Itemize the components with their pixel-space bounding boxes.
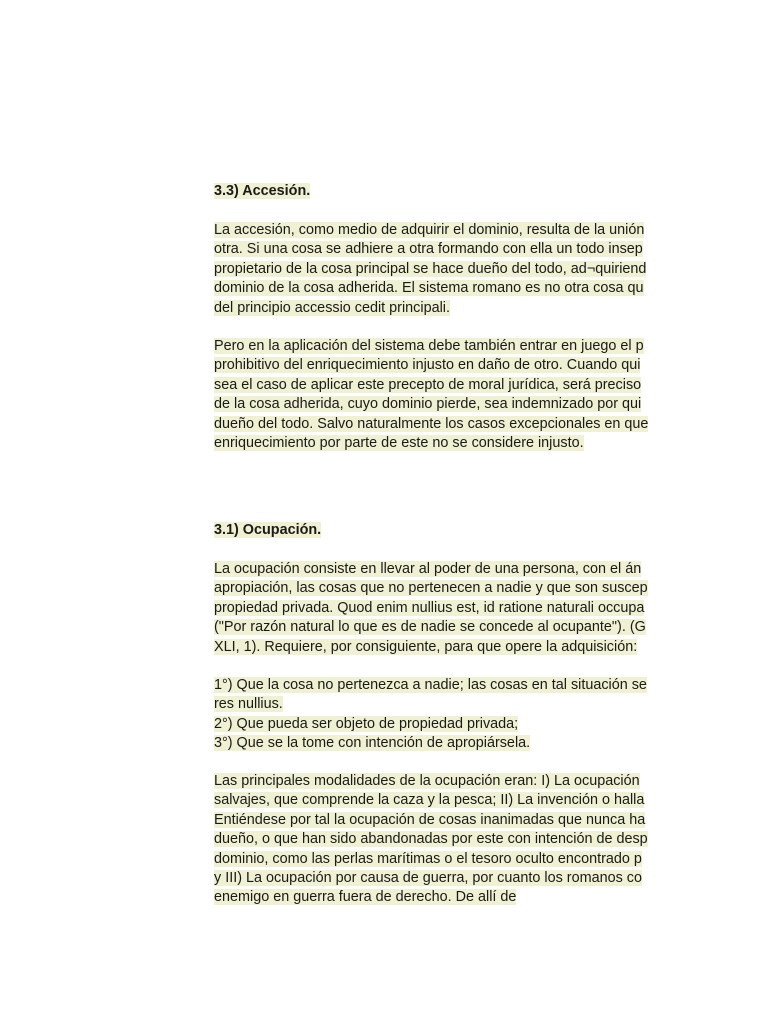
section-heading: 3.3) Accesión. [214,183,311,199]
text-line: de la cosa adherida, cuyo dominio pierde, sea indemnizado por qui [214,396,642,413]
text-line: apropiación, las cosas que no pertenecen a nadie y que son suscep [214,580,648,597]
paragraph-accesion-2 [214,337,768,453]
paragraph-ocupacion-1 [214,560,768,657]
text-line: La accesión, como medio de adquirir el dominio, resulta de la unión [214,222,645,238]
text-line: La ocupación consiste en llevar al poder de una persona, con el án [214,561,642,577]
text-line: Pero en la aplicación del sistema debe también entrar en juego el p [214,338,644,354]
text-line: dueño, o que han sido abandonadas por este con intención de desp [214,831,648,848]
section-heading: 3.1) Ocupación. [214,522,322,538]
section-ocupacion [214,521,768,540]
text-line: ("Por razón natural lo que es de nadie se concede al ocupante"). (G [214,619,646,636]
text-line: propietario de la cosa principal se hace dueño del todo, ad¬quiriend [214,260,647,277]
list-item: res nullius. [214,696,283,713]
requirements-list [214,676,768,754]
text-line: dueño del todo. Salvo naturalmente los casos excepcionales en que [214,415,649,432]
text-line: otra. Si una cosa se adhiere a otra formando con ella un todo insep [214,241,643,258]
paragraph-accesion-1 [214,221,768,318]
text-line: del principio accessio cedit principali. [214,299,450,316]
text-line: XLI, 1). Requiere, por consiguiente, para que opere la adquisición: [214,638,638,655]
text-line: salvajes, que comprende la caza y la pesca; II) La invención o halla [214,792,645,809]
list-item: 3°) Que se la tome con intención de apropiársela. [214,735,531,752]
text-line: Entiéndese por tal la ocupación de cosas inanimadas que nunca ha [214,811,646,828]
text-line: prohibitivo del enriquecimiento injusto en daño de otro. Cuando qui [214,357,641,374]
section-accesion [214,182,768,201]
text-line: sea el caso de aplicar este precepto de moral jurídica, será preciso [214,376,642,393]
text-line: Las principales modalidades de la ocupación eran: I) La ocupación [214,773,640,789]
text-line: dominio, como las perlas marítimas o el tesoro oculto encontrado p [214,850,642,867]
text-line: propiedad privada. Quod enim nullius est, id ratione naturali occupa [214,599,645,616]
text-line: dominio de la cosa adherida. El sistema romano es no otra cosa qu [214,280,644,297]
text-line: enemigo en guerra fuera de derecho. De allí de [214,889,517,906]
paragraph-ocupacion-3 [214,772,768,908]
list-item: 1°) Que la cosa no pertenezca a nadie; las cosas en tal situación se [214,677,647,693]
text-line: enriquecimiento por parte de este no se considere injusto. [214,434,584,451]
text-line: y III) La ocupación por causa de guerra, por cuanto los romanos co [214,869,642,886]
list-item: 2°) Que pueda ser objeto de propiedad privada; [214,715,519,732]
